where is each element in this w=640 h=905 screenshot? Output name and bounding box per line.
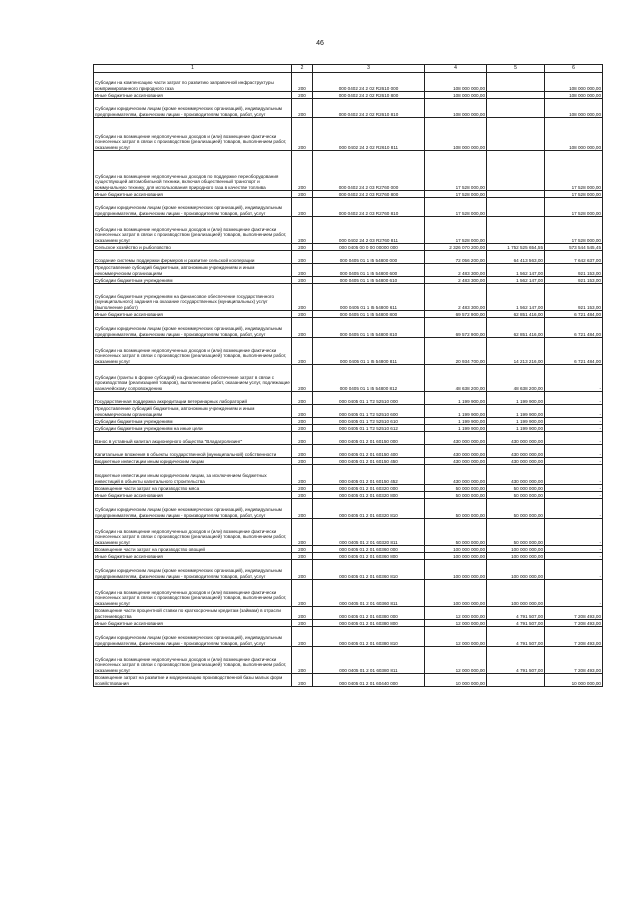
row-rz-cell: 200 bbox=[292, 445, 313, 458]
row-name-cell: Субсидии юридическим лицам (кроме некоммерческих организаций), индивидуальным предпринимателям, физическим лицам - производителям товаров, работ, услуг bbox=[94, 627, 292, 647]
row-name-cell: Предоставление субсидий бюджетным, автономным учреждениям и иным некоммерческим организациям bbox=[94, 405, 292, 418]
row-amount-remaining-cell: 7 208 493,00 bbox=[545, 647, 603, 674]
row-rz-cell: 200 bbox=[292, 198, 313, 217]
row-amount-executed-cell: 430 000 000,00 bbox=[487, 465, 545, 485]
row-amount-remaining-cell: 6 721 484,00 bbox=[545, 338, 603, 365]
row-amount-executed-cell: 100 000 000,00 bbox=[487, 553, 545, 560]
row-rz-cell: 200 bbox=[292, 318, 313, 338]
row-code-cell: 000 0405 01 1 I5 54800 812 bbox=[313, 365, 425, 392]
row-name-cell: Бюджетные инвестиции иным юридическим лицам bbox=[94, 458, 292, 465]
row-name-cell: Субсидии бюджетным учреждениям на иные цели bbox=[94, 425, 292, 432]
table-row bbox=[94, 627, 603, 647]
row-amount-remaining-cell: 108 000 000,00 bbox=[545, 99, 603, 118]
table-row bbox=[94, 338, 603, 365]
row-rz-cell: 200 bbox=[292, 432, 313, 445]
row-amount-remaining-cell: - bbox=[545, 365, 603, 392]
row-code-cell: 000 0405 01 1 T2 52510 610 bbox=[313, 418, 425, 425]
table-row bbox=[94, 118, 603, 151]
row-amount-approved-cell: 17 528 000,00 bbox=[425, 151, 487, 191]
row-amount-approved-cell: 100 000 000,00 bbox=[425, 560, 487, 580]
row-rz-cell: 200 bbox=[292, 264, 313, 277]
table-row bbox=[94, 151, 603, 191]
column-header: 1 bbox=[94, 65, 292, 73]
row-rz-cell: 200 bbox=[292, 553, 313, 560]
row-rz-cell: 200 bbox=[292, 99, 313, 118]
row-name-cell: Иные бюджетные ассигнования bbox=[94, 620, 292, 627]
table-row bbox=[94, 392, 603, 405]
row-amount-remaining-cell: - bbox=[545, 392, 603, 405]
column-header: 6 bbox=[545, 65, 603, 73]
row-amount-executed-cell bbox=[487, 73, 545, 92]
row-amount-executed-cell: 1 199 900,00 bbox=[487, 425, 545, 432]
table-row bbox=[94, 99, 603, 118]
row-amount-executed-cell: 4 791 507,00 bbox=[487, 647, 545, 674]
row-amount-executed-cell: 62 851 416,00 bbox=[487, 311, 545, 318]
row-name-cell: Иные бюджетные ассигнования bbox=[94, 492, 292, 499]
row-amount-approved-cell: 430 000 000,00 bbox=[425, 445, 487, 458]
row-name-cell: Субсидии на возмещение недополученных доходов и (или) возмещение фактически понесенных затрат в связи с производством (реализацией) товаров, выполнением работ, оказанием услуг bbox=[94, 580, 292, 607]
row-amount-approved-cell: 1 199 900,00 bbox=[425, 425, 487, 432]
table-row bbox=[94, 519, 603, 546]
row-amount-approved-cell: 50 000 000,00 bbox=[425, 499, 487, 519]
row-name-cell: Иные бюджетные ассигнования bbox=[94, 92, 292, 99]
table-row bbox=[94, 73, 603, 92]
row-amount-remaining-cell: - bbox=[545, 499, 603, 519]
row-amount-approved-cell: 2 483 300,00 bbox=[425, 284, 487, 311]
row-amount-approved-cell: 108 000 000,00 bbox=[425, 73, 487, 92]
row-code-cell: 000 0405 01 1 I5 54800 811 bbox=[313, 338, 425, 365]
table-row bbox=[94, 277, 603, 284]
row-rz-cell: 200 bbox=[292, 311, 313, 318]
row-amount-remaining-cell: 921 153,00 bbox=[545, 264, 603, 277]
row-code-cell: 000 0405 01 1 T2 52510 612 bbox=[313, 425, 425, 432]
row-amount-remaining-cell: - bbox=[545, 425, 603, 432]
row-amount-executed-cell: 4 791 507,00 bbox=[487, 627, 545, 647]
row-amount-remaining-cell: - bbox=[545, 485, 603, 492]
row-name-cell: Субсидии на возмещение недополученных доходов и (или) возмещение фактически понесенных затрат в связи с производством (реализацией) товаров, выполнением работ, оказанием услуг bbox=[94, 217, 292, 244]
row-rz-cell: 200 bbox=[292, 485, 313, 492]
row-name-cell: Субсидии на компенсацию части затрат по развитию заправочной инфраструктуры компримированного природного газа bbox=[94, 73, 292, 92]
table-row bbox=[94, 198, 603, 217]
column-header: 5 bbox=[487, 65, 545, 73]
row-amount-executed-cell: 14 213 216,00 bbox=[487, 338, 545, 365]
row-amount-approved-cell: 430 000 000,00 bbox=[425, 458, 487, 465]
row-rz-cell: 200 bbox=[292, 627, 313, 647]
row-amount-approved-cell: 72 056 200,00 bbox=[425, 251, 487, 264]
row-name-cell: Иные бюджетные ассигнования bbox=[94, 311, 292, 318]
row-code-cell: 000 0405 01 2 01 60380 810 bbox=[313, 627, 425, 647]
row-code-cell: 000 0405 01 1 T2 52510 600 bbox=[313, 405, 425, 418]
row-amount-executed-cell: 50 000 000,00 bbox=[487, 519, 545, 546]
row-amount-approved-cell: 17 528 000,00 bbox=[425, 198, 487, 217]
table-row bbox=[94, 607, 603, 620]
row-code-cell: 000 0405 01 2 01 60380 800 bbox=[313, 620, 425, 627]
row-name-cell: Субсидии (гранты в форме субсидий) на финансовое обеспечение затрат в связи с производством (реализацией товаров), выполнением работ, оказанием услуг, подлежащие казначейскому сопровождению bbox=[94, 365, 292, 392]
row-amount-executed-cell bbox=[487, 198, 545, 217]
row-rz-cell: 200 bbox=[292, 674, 313, 687]
row-code-cell: 000 0402 24 2 02 R2610 810 bbox=[313, 99, 425, 118]
row-amount-approved-cell: 17 528 000,00 bbox=[425, 217, 487, 244]
row-code-cell: 000 0402 24 2 03 R2760 811 bbox=[313, 217, 425, 244]
row-rz-cell: 200 bbox=[292, 607, 313, 620]
row-amount-remaining-cell: - bbox=[545, 580, 603, 607]
row-rz-cell: 200 bbox=[292, 191, 313, 198]
row-code-cell: 000 0405 01 1 I5 54800 610 bbox=[313, 277, 425, 284]
table-row bbox=[94, 458, 603, 465]
row-amount-remaining-cell: - bbox=[545, 465, 603, 485]
table-row bbox=[94, 546, 603, 553]
row-amount-executed-cell bbox=[487, 217, 545, 244]
row-amount-approved-cell: 1 199 900,00 bbox=[425, 418, 487, 425]
row-name-cell: Субсидии юридическим лицам (кроме некоммерческих организаций), индивидуальным предпринимателям, физическим лицам - производителям товаров, работ, услуг bbox=[94, 318, 292, 338]
row-amount-executed-cell: 48 638 200,00 bbox=[487, 365, 545, 392]
row-amount-remaining-cell: - bbox=[545, 458, 603, 465]
table-row bbox=[94, 492, 603, 499]
row-amount-approved-cell: 2 483 300,00 bbox=[425, 277, 487, 284]
row-amount-remaining-cell: 17 528 000,00 bbox=[545, 217, 603, 244]
row-amount-remaining-cell: 7 642 637,00 bbox=[545, 251, 603, 264]
row-amount-executed-cell: 100 000 000,00 bbox=[487, 560, 545, 580]
row-amount-remaining-cell: 6 721 484,00 bbox=[545, 311, 603, 318]
row-amount-approved-cell: 50 000 000,00 bbox=[425, 485, 487, 492]
row-name-cell: Субсидии юридическим лицам (кроме некоммерческих организаций), индивидуальным предпринимателям, физическим лицам - производителям товаров, работ, услуг bbox=[94, 99, 292, 118]
row-amount-executed-cell: 100 000 000,00 bbox=[487, 546, 545, 553]
row-amount-remaining-cell: - bbox=[545, 492, 603, 499]
row-name-cell: Сельское хозяйство и рыболовство bbox=[94, 244, 292, 251]
row-amount-executed-cell bbox=[487, 99, 545, 118]
table-row bbox=[94, 432, 603, 445]
table-row bbox=[94, 92, 603, 99]
row-code-cell: 000 0405 00 0 00 00000 000 bbox=[313, 244, 425, 251]
row-rz-cell: 200 bbox=[292, 425, 313, 432]
table-row bbox=[94, 244, 603, 251]
row-name-cell: Субсидии на возмещение недополученных доходов и (или) возмещение фактически понесенных затрат в связи с производством (реализацией) товаров, выполнением работ, оказанием услуг bbox=[94, 338, 292, 365]
row-name-cell: Субсидии на возмещение недополученных доходов и (или) возмещение фактически понесенных затрат в связи с производством (реализацией) товаров, выполнением работ, оказанием услуг bbox=[94, 647, 292, 674]
row-amount-executed-cell: 1 752 525 654,55 bbox=[487, 244, 545, 251]
table-row bbox=[94, 217, 603, 244]
row-amount-remaining-cell: 108 000 000,00 bbox=[545, 92, 603, 99]
row-rz-cell: 200 bbox=[292, 620, 313, 627]
table-row bbox=[94, 499, 603, 519]
row-code-cell: 000 0402 24 2 03 R2760 000 bbox=[313, 151, 425, 191]
table-header-row bbox=[94, 65, 603, 73]
row-name-cell: Возмещение части затрат на производство овощей bbox=[94, 546, 292, 553]
table-row bbox=[94, 620, 603, 627]
row-rz-cell: 200 bbox=[292, 546, 313, 553]
row-rz-cell: 200 bbox=[292, 560, 313, 580]
table-row bbox=[94, 647, 603, 674]
row-amount-executed-cell: 4 791 507,00 bbox=[487, 620, 545, 627]
row-rz-cell: 200 bbox=[292, 392, 313, 405]
table-row bbox=[94, 553, 603, 560]
row-amount-executed-cell bbox=[487, 151, 545, 191]
row-amount-remaining-cell: - bbox=[545, 445, 603, 458]
table-row bbox=[94, 485, 603, 492]
row-code-cell: 000 0405 01 1 I5 54800 600 bbox=[313, 264, 425, 277]
table-row bbox=[94, 674, 603, 687]
row-name-cell: Возмещение части затрат на производство мяса bbox=[94, 485, 292, 492]
row-rz-cell: 200 bbox=[292, 519, 313, 546]
row-amount-executed-cell bbox=[487, 191, 545, 198]
row-amount-approved-cell: 430 000 000,00 bbox=[425, 465, 487, 485]
row-amount-remaining-cell: 17 528 000,00 bbox=[545, 191, 603, 198]
row-amount-approved-cell: 108 000 000,00 bbox=[425, 118, 487, 151]
row-amount-executed-cell bbox=[487, 118, 545, 151]
row-code-cell: 000 0405 01 2 01 60360 000 bbox=[313, 546, 425, 553]
column-header: 2 bbox=[292, 65, 313, 73]
row-code-cell: 000 0405 01 2 01 60150 400 bbox=[313, 445, 425, 458]
row-amount-approved-cell: 17 528 000,00 bbox=[425, 191, 487, 198]
row-amount-approved-cell: 1 199 900,00 bbox=[425, 392, 487, 405]
row-amount-executed-cell: 62 851 416,00 bbox=[487, 318, 545, 338]
row-amount-approved-cell: 69 572 900,00 bbox=[425, 311, 487, 318]
row-code-cell: 000 0405 01 2 01 60380 000 bbox=[313, 607, 425, 620]
row-amount-approved-cell: 108 000 000,00 bbox=[425, 92, 487, 99]
budget-table bbox=[93, 64, 603, 687]
row-name-cell: Субсидии бюджетным учреждениям на финансовое обеспечение государственного (муниципального) задания на оказание государственных (муниципальных) услуг (выполнение работ) bbox=[94, 284, 292, 311]
row-rz-cell: 200 bbox=[292, 405, 313, 418]
row-amount-approved-cell: 50 000 000,00 bbox=[425, 519, 487, 546]
row-amount-remaining-cell: 573 544 545,45 bbox=[545, 244, 603, 251]
row-amount-remaining-cell: - bbox=[545, 519, 603, 546]
row-name-cell: Создание системы поддержки фермеров и развитие сельской кооперации bbox=[94, 251, 292, 264]
row-amount-executed-cell: 430 000 000,00 bbox=[487, 432, 545, 445]
row-amount-approved-cell: 48 638 200,00 bbox=[425, 365, 487, 392]
row-amount-remaining-cell: - bbox=[545, 432, 603, 445]
row-rz-cell: 200 bbox=[292, 418, 313, 425]
row-name-cell: Иные бюджетные ассигнования bbox=[94, 191, 292, 198]
table-row bbox=[94, 580, 603, 607]
row-amount-remaining-cell: 17 528 000,00 bbox=[545, 198, 603, 217]
table-row bbox=[94, 445, 603, 458]
row-code-cell: 000 0402 24 2 03 R2760 810 bbox=[313, 198, 425, 217]
row-amount-executed-cell: 50 000 000,00 bbox=[487, 492, 545, 499]
row-amount-remaining-cell: - bbox=[545, 553, 603, 560]
row-rz-cell: 200 bbox=[292, 458, 313, 465]
row-code-cell: 000 0405 01 2 01 60440 000 bbox=[313, 674, 425, 687]
row-amount-approved-cell: 2 483 300,00 bbox=[425, 264, 487, 277]
row-code-cell: 000 0405 01 2 01 60150 452 bbox=[313, 465, 425, 485]
row-rz-cell: 200 bbox=[292, 647, 313, 674]
row-name-cell: Бюджетные инвестиции иным юридическим лицам, за исключением бюджетных инвестиций в объекты капитального строительства bbox=[94, 465, 292, 485]
row-amount-executed-cell: 1 199 900,00 bbox=[487, 392, 545, 405]
row-name-cell: Субсидии юридическим лицам (кроме некоммерческих организаций), индивидуальным предпринимателям, физическим лицам - производителям товаров, работ, услуг bbox=[94, 198, 292, 217]
row-code-cell: 000 0405 01 2 01 60320 810 bbox=[313, 499, 425, 519]
row-code-cell: 000 0405 01 2 01 60380 811 bbox=[313, 647, 425, 674]
row-code-cell: 000 0405 01 1 I5 54800 611 bbox=[313, 284, 425, 311]
row-rz-cell: 200 bbox=[292, 151, 313, 191]
row-amount-remaining-cell: 921 153,00 bbox=[545, 277, 603, 284]
row-rz-cell: 200 bbox=[292, 118, 313, 151]
row-amount-remaining-cell: 7 208 493,00 bbox=[545, 627, 603, 647]
row-rz-cell: 200 bbox=[292, 465, 313, 485]
row-code-cell: 000 0405 01 2 01 60320 800 bbox=[313, 492, 425, 499]
row-code-cell: 000 0405 01 1 I5 54800 810 bbox=[313, 318, 425, 338]
table-row bbox=[94, 284, 603, 311]
table-row bbox=[94, 264, 603, 277]
row-amount-executed-cell: 430 000 000,00 bbox=[487, 445, 545, 458]
row-amount-approved-cell: 430 000 000,00 bbox=[425, 432, 487, 445]
row-amount-executed-cell: 1 199 900,00 bbox=[487, 405, 545, 418]
table-row bbox=[94, 311, 603, 318]
row-amount-remaining-cell: 7 208 493,00 bbox=[545, 607, 603, 620]
row-rz-cell: 200 bbox=[292, 244, 313, 251]
row-name-cell: Субсидии юридическим лицам (кроме некоммерческих организаций), индивидуальным предпринимателям, физическим лицам - производителям товаров, работ, услуг bbox=[94, 499, 292, 519]
row-amount-executed-cell: 1 562 147,00 bbox=[487, 264, 545, 277]
row-name-cell: Предоставление субсидий бюджетным, автономным учреждениям и иным некоммерческим организациям bbox=[94, 264, 292, 277]
row-name-cell: Субсидии на возмещение недополученных доходов по поддержке переоборудования существующей автомобильной техники, включая общественный транспорт и коммунальную технику, для использования природного газа в качестве топлива bbox=[94, 151, 292, 191]
row-amount-executed-cell bbox=[487, 674, 545, 687]
row-name-cell: Субсидии юридическим лицам (кроме некоммерческих организаций), индивидуальным предпринимателям, физическим лицам - производителям товаров, работ, услуг bbox=[94, 560, 292, 580]
row-name-cell: Возмещение части процентной ставки по краткосрочным кредитам (займам) в отрасли растениеводства bbox=[94, 607, 292, 620]
row-amount-executed-cell bbox=[487, 92, 545, 99]
row-name-cell: Субсидии бюджетным учреждениям bbox=[94, 277, 292, 284]
row-name-cell: Иные бюджетные ассигнования bbox=[94, 553, 292, 560]
page-number: 46 bbox=[316, 40, 324, 47]
row-name-cell: Взнос в уставный капитал акционерного общества "Владагролизинг" bbox=[94, 432, 292, 445]
row-amount-executed-cell: 50 000 000,00 bbox=[487, 499, 545, 519]
table-row bbox=[94, 425, 603, 432]
row-amount-approved-cell: 108 000 000,00 bbox=[425, 99, 487, 118]
row-code-cell: 000 0402 24 2 02 R2610 811 bbox=[313, 118, 425, 151]
row-amount-approved-cell: 20 934 700,00 bbox=[425, 338, 487, 365]
row-rz-cell: 200 bbox=[292, 251, 313, 264]
row-amount-remaining-cell: 10 000 000,00 bbox=[545, 674, 603, 687]
row-code-cell: 000 0405 01 2 01 60150 000 bbox=[313, 432, 425, 445]
row-code-cell: 000 0405 01 1 I5 54800 000 bbox=[313, 251, 425, 264]
table-row bbox=[94, 560, 603, 580]
row-amount-approved-cell: 1 199 900,00 bbox=[425, 405, 487, 418]
row-rz-cell: 200 bbox=[292, 217, 313, 244]
row-amount-remaining-cell: 17 528 000,00 bbox=[545, 151, 603, 191]
row-code-cell: 000 0405 01 2 01 60320 000 bbox=[313, 485, 425, 492]
row-name-cell: Субсидии бюджетным учреждениям bbox=[94, 418, 292, 425]
row-amount-approved-cell: 12 000 000,00 bbox=[425, 607, 487, 620]
row-amount-executed-cell: 4 791 507,00 bbox=[487, 607, 545, 620]
row-amount-approved-cell: 100 000 000,00 bbox=[425, 546, 487, 553]
table-row bbox=[94, 191, 603, 198]
table-row bbox=[94, 251, 603, 264]
column-header: 4 bbox=[425, 65, 487, 73]
row-amount-remaining-cell: 7 208 493,00 bbox=[545, 620, 603, 627]
table-row bbox=[94, 418, 603, 425]
row-rz-cell: 200 bbox=[292, 365, 313, 392]
row-amount-remaining-cell: - bbox=[545, 405, 603, 418]
table-row bbox=[94, 465, 603, 485]
table-row bbox=[94, 365, 603, 392]
row-code-cell: 000 0405 01 1 I5 54800 800 bbox=[313, 311, 425, 318]
row-amount-executed-cell: 50 000 000,00 bbox=[487, 485, 545, 492]
row-code-cell: 000 0402 24 2 02 R2610 000 bbox=[313, 73, 425, 92]
row-code-cell: 000 0405 01 2 01 60150 450 bbox=[313, 458, 425, 465]
table-row bbox=[94, 318, 603, 338]
row-amount-executed-cell: 430 000 000,00 bbox=[487, 458, 545, 465]
row-code-cell: 000 0405 01 2 01 60360 800 bbox=[313, 553, 425, 560]
row-amount-approved-cell: 100 000 000,00 bbox=[425, 553, 487, 560]
row-rz-cell: 200 bbox=[292, 492, 313, 499]
row-amount-remaining-cell: - bbox=[545, 560, 603, 580]
row-amount-executed-cell: 64 413 563,00 bbox=[487, 251, 545, 264]
row-amount-remaining-cell: 6 721 484,00 bbox=[545, 318, 603, 338]
row-name-cell: Капитальные вложения в объекты государственной (муниципальной) собственности bbox=[94, 445, 292, 458]
row-name-cell: Субсидии на возмещение недополученных доходов и (или) возмещение фактически понесенных затрат в связи с производством (реализацией) товаров, выполнением работ, оказанием услуг bbox=[94, 118, 292, 151]
row-code-cell: 000 0402 24 2 02 R2610 800 bbox=[313, 92, 425, 99]
row-rz-cell: 200 bbox=[292, 284, 313, 311]
row-name-cell: Возмещение затрат на развитие и модернизацию производственной базы малых форм хозяйствования bbox=[94, 674, 292, 687]
row-amount-approved-cell: 100 000 000,00 bbox=[425, 580, 487, 607]
row-rz-cell: 200 bbox=[292, 92, 313, 99]
row-amount-approved-cell: 50 000 000,00 bbox=[425, 492, 487, 499]
row-rz-cell: 200 bbox=[292, 499, 313, 519]
row-amount-approved-cell: 10 000 000,00 bbox=[425, 674, 487, 687]
row-rz-cell: 200 bbox=[292, 277, 313, 284]
row-name-cell: Субсидии на возмещение недополученных доходов и (или) возмещение фактически понесенных затрат в связи с производством (реализацией) товаров, выполнением работ, оказанием услуг bbox=[94, 519, 292, 546]
row-amount-remaining-cell: - bbox=[545, 546, 603, 553]
row-amount-remaining-cell: 108 000 000,00 bbox=[545, 73, 603, 92]
column-header: 3 bbox=[313, 65, 425, 73]
row-amount-approved-cell: 69 572 900,00 bbox=[425, 318, 487, 338]
row-amount-approved-cell: 12 000 000,00 bbox=[425, 647, 487, 674]
row-code-cell: 000 0405 01 1 T2 52510 000 bbox=[313, 392, 425, 405]
row-rz-cell: 200 bbox=[292, 338, 313, 365]
row-rz-cell: 200 bbox=[292, 580, 313, 607]
row-amount-approved-cell: 2 326 070 200,00 bbox=[425, 244, 487, 251]
row-code-cell: 000 0402 24 2 03 R2760 800 bbox=[313, 191, 425, 198]
row-amount-approved-cell: 12 000 000,00 bbox=[425, 620, 487, 627]
row-amount-executed-cell: 1 199 900,00 bbox=[487, 418, 545, 425]
row-amount-executed-cell: 1 562 147,00 bbox=[487, 284, 545, 311]
row-code-cell: 000 0405 01 2 01 60360 811 bbox=[313, 580, 425, 607]
row-amount-executed-cell: 100 000 000,00 bbox=[487, 580, 545, 607]
row-rz-cell: 200 bbox=[292, 73, 313, 92]
row-code-cell: 000 0405 01 2 01 60360 810 bbox=[313, 560, 425, 580]
row-amount-remaining-cell: 108 000 000,00 bbox=[545, 118, 603, 151]
row-amount-remaining-cell: - bbox=[545, 418, 603, 425]
row-amount-executed-cell: 1 562 147,00 bbox=[487, 277, 545, 284]
row-name-cell: Государственная поддержка аккредитации ветеринарных лабораторий bbox=[94, 392, 292, 405]
row-amount-remaining-cell: 921 153,00 bbox=[545, 284, 603, 311]
row-code-cell: 000 0405 01 2 01 60320 811 bbox=[313, 519, 425, 546]
table-row bbox=[94, 405, 603, 418]
row-amount-approved-cell: 12 000 000,00 bbox=[425, 627, 487, 647]
